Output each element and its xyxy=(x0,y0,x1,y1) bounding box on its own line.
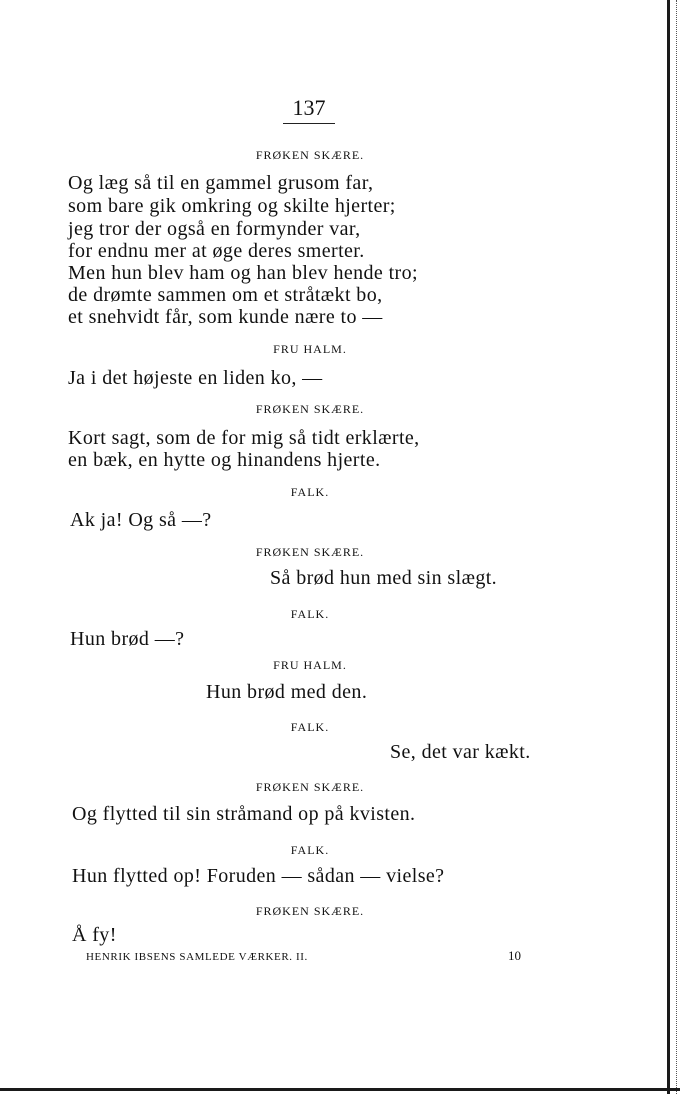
verse-line: Å fy! xyxy=(72,924,117,946)
speaker-name: FRU HALM. xyxy=(273,658,347,672)
verse-line: Ak ja! Og så —? xyxy=(70,509,212,531)
footer-signature: HENRIK IBSENS SAMLEDE VÆRKER. II. xyxy=(86,951,308,963)
verse-line: Se, det var kækt. xyxy=(390,741,531,763)
speaker-name: FRØKEN SKÆRE. xyxy=(255,780,365,794)
verse-line: jeg tror der også en formynder var, xyxy=(68,218,361,240)
speaker-name: FALK. xyxy=(290,485,330,499)
verse-line: for endnu mer at øge deres smerter. xyxy=(68,240,365,262)
verse-line: Kort sagt, som de for mig så tidt erklærte, xyxy=(68,427,420,449)
verse-line: som bare gik omkring og skilte hjerter; xyxy=(68,195,396,217)
speaker-name: FALK. xyxy=(290,720,330,734)
verse-line: Og læg så til en gammel grusom far, xyxy=(68,172,374,194)
verse-line: Hun brød —? xyxy=(70,628,185,650)
speaker-name: FRØKEN SKÆRE. xyxy=(255,148,365,162)
verse-line: en bæk, en hytte og hinandens hjerte. xyxy=(68,449,381,471)
speaker-name: FALK. xyxy=(290,843,330,857)
verse-line: Ja i det højeste en liden ko, — xyxy=(68,367,323,389)
page-number: 137 xyxy=(292,95,326,120)
verse-line: Så brød hun med sin slægt. xyxy=(270,567,498,589)
verse-line: de drømte sammen om et stråtækt bo, xyxy=(68,284,383,306)
page-edge-shadow-bottom xyxy=(0,1088,680,1091)
page-number-rule xyxy=(283,123,335,124)
speaker-name: FRØKEN SKÆRE. xyxy=(255,402,365,416)
verse-line: Hun flytted op! Foruden — sådan — vielse? xyxy=(72,865,445,887)
verse-line: Men hun blev ham og han blev hende tro; xyxy=(68,262,418,284)
speaker-name: FRU HALM. xyxy=(273,342,347,356)
verse-line: Hun brød med den. xyxy=(206,681,368,703)
verse-line: Og flytted til sin stråmand op på kvisten. xyxy=(72,803,416,825)
page-edge-shadow-right xyxy=(667,0,670,1094)
speaker-name: FRØKEN SKÆRE. xyxy=(255,545,365,559)
speaker-name: FALK. xyxy=(290,607,330,621)
page-edge-dots xyxy=(676,0,678,1094)
verse-line: et snehvidt får, som kunde nære to — xyxy=(68,306,383,328)
speaker-name: FRØKEN SKÆRE. xyxy=(255,904,365,918)
footer-sheet-number: 10 xyxy=(508,948,521,963)
